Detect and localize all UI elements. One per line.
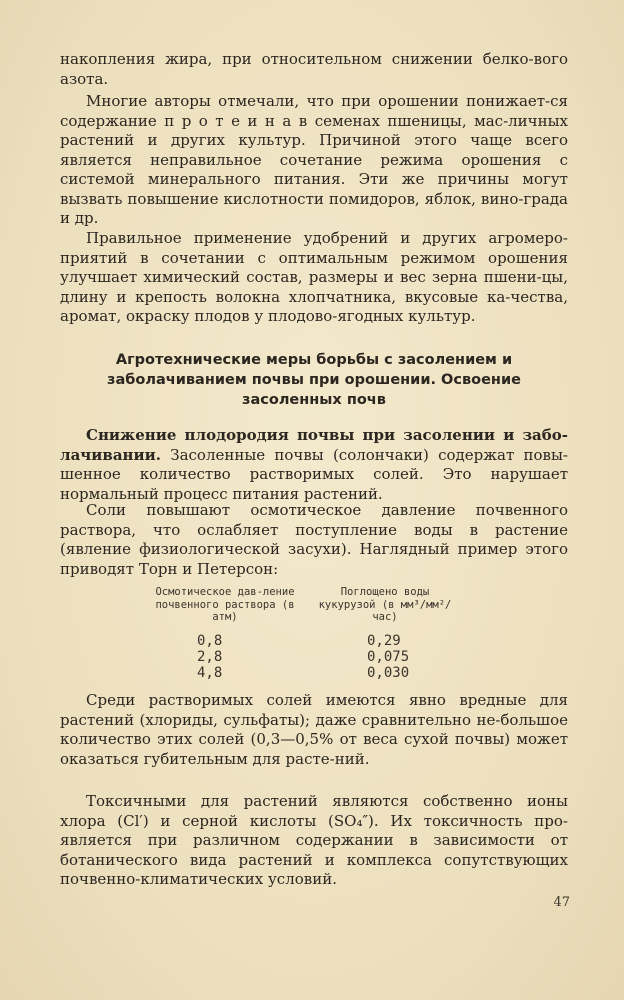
- paragraph-5-text: Соли повышают осмотическое давление почвенного раствора, что ослабляет поступление воды в растение (явление физиологической засухи). Наглядный пример этого приводят Торн и Петерсон:: [60, 501, 568, 578]
- table-cell-water: 0,030: [367, 665, 410, 681]
- paragraph-7-text: Токсичными для растений являются собственно ионы хлора (Cl′) и серной кислоты (SO₄″). Их токсичность про-является при различном содержании в зависимости от ботанического вида растений и комплекса сопутствующих почвенно-климатических условий.: [60, 792, 568, 888]
- table-cell-water: 0,29: [367, 633, 401, 649]
- paragraph-1-text: накопления жира, при относительном снижении белко-вого азота.: [60, 50, 568, 88]
- table-header-pressure: Осмотическое дав-ление почвенного раствора (в атм): [155, 586, 295, 623]
- paragraph-3: [60, 229, 568, 327]
- paragraph-4: [60, 426, 568, 504]
- paragraph-6: [60, 691, 568, 769]
- paragraph-3-text: Правильное применение удобрений и других агромеро-приятий в сочетании с оптимальным режимом орошения улучшает химический состав, размеры и вес зерна пшени-цы, длину и крепость волокна хлопчатника, вкусовые ка-чества, аромат, окраску плодов у плодово-ягодных культур.: [60, 229, 568, 325]
- page-number: 47: [553, 895, 570, 910]
- table-cell-water: 0,075: [367, 649, 410, 665]
- paragraph-2-text: Многие авторы отмечали, что при орошении понижает-ся содержание п р о т е и н а в семенах пшеницы, мас-личных растений и других культур. Причиной этого чаще всего является неправильное сочетание режима орошения с системой минерального питания. Эти же причины могут вызвать повышение кислотности помидоров, яблок, вино-града и др.: [60, 92, 568, 227]
- paragraph-5: [60, 501, 568, 579]
- table-cell-pressure: 0,8: [197, 633, 223, 649]
- paragraph-1: [60, 50, 568, 89]
- table-cell-pressure: 4,8: [197, 665, 223, 681]
- paragraph-2: [60, 92, 568, 229]
- table-cell-pressure: 2,8: [197, 649, 223, 665]
- paragraph-4-bold-lead: Снижение плодородия почвы при засолении и забо-лачивании.: [60, 426, 568, 464]
- section-heading: Агротехнические меры борьбы с засолением и заболачиванием почвы при орошении. Освоение засоленных почв: [107, 352, 521, 408]
- paragraph-4-text: [60, 426, 568, 504]
- table-header-water: Поглощено воды кукурузой (в мм³/мм²/час): [318, 586, 452, 623]
- paragraph-4-rest: Засоленные почвы (солончаки) содержат повы-шенное количество растворимых солей. Это нарушает нормальный процесс питания растений.: [60, 445, 568, 503]
- paragraph-7: [60, 792, 568, 890]
- paragraph-6-text: Среди растворимых солей имеются явно вредные для растений (хлориды, сульфаты); даже сравнительно не-большое количество этих солей (0,3—0,5% от веса сухой почвы) может оказаться губительным для расте-ний.: [60, 691, 568, 768]
